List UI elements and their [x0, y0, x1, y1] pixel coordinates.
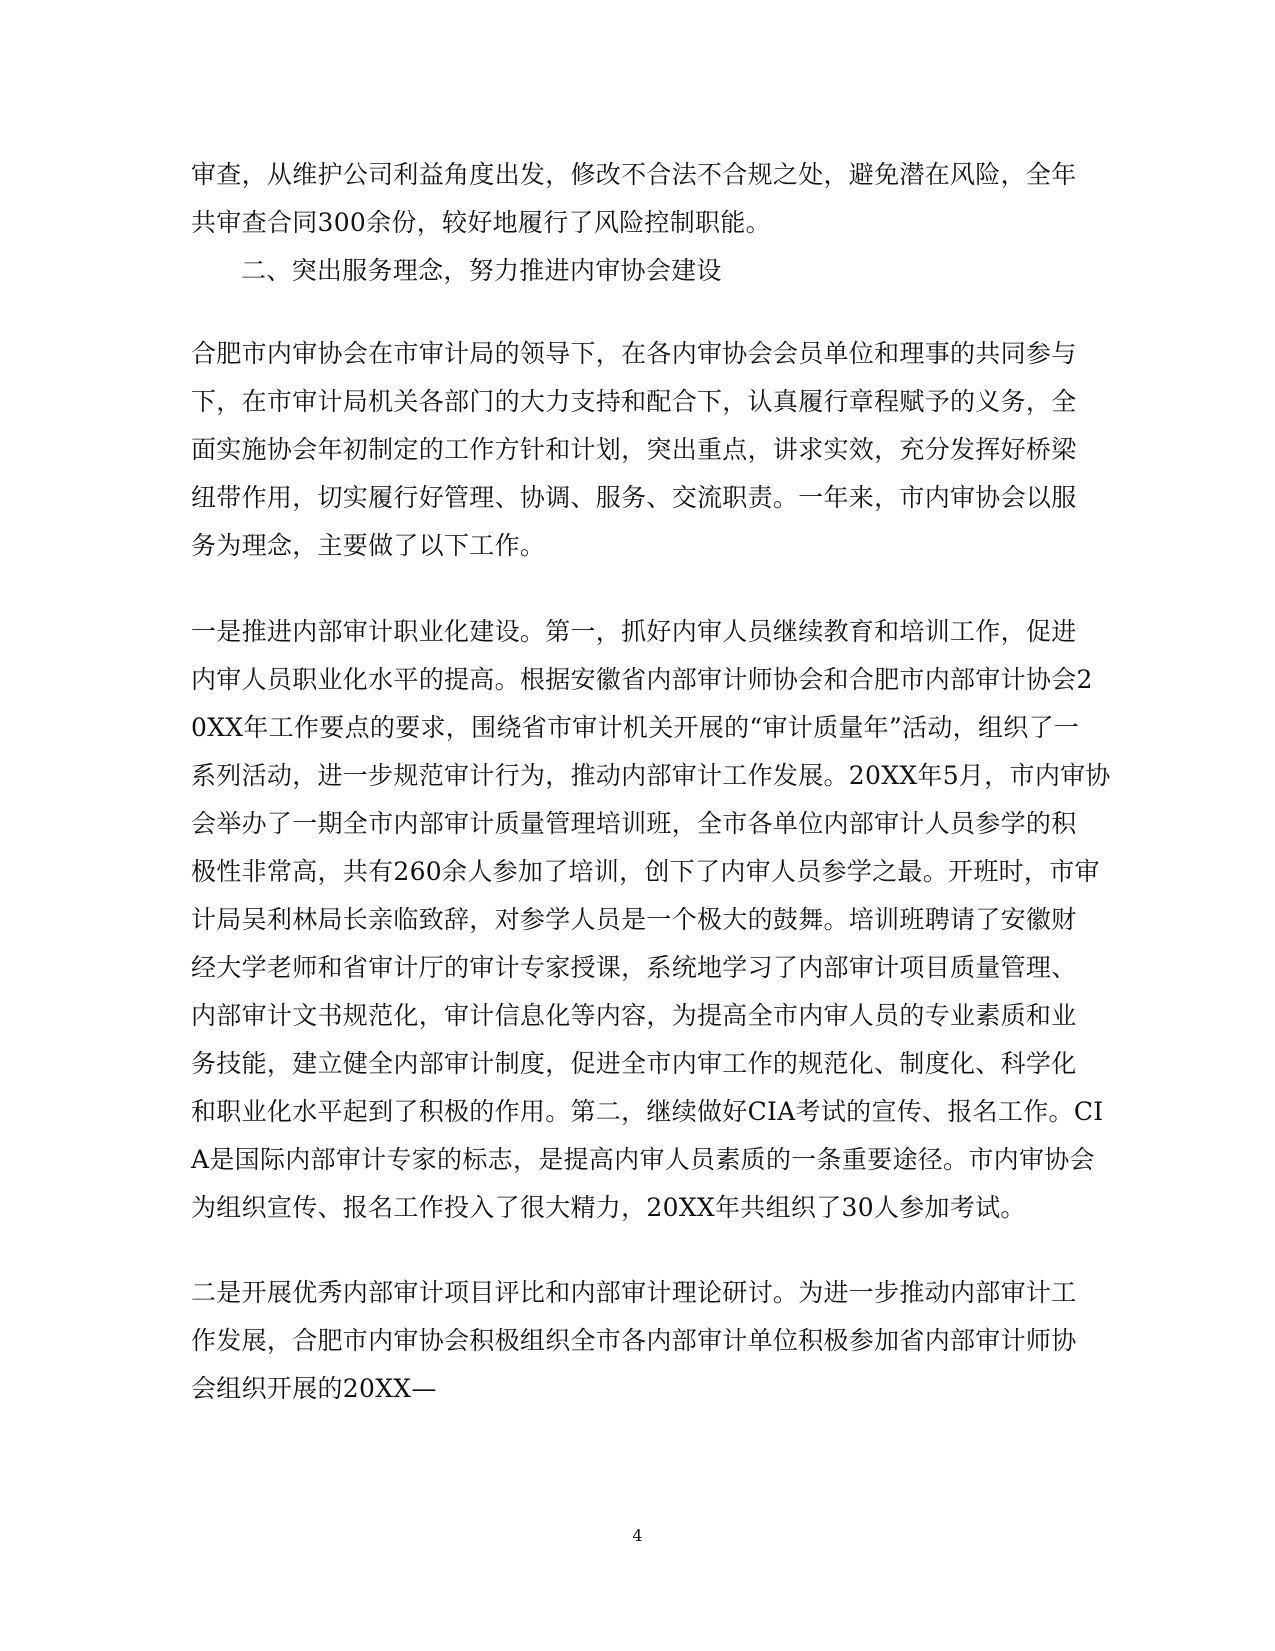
text-line: 为组织宣传、报名工作投入了很大精力，20XX年共组织了30人参加考试。 — [191, 1193, 1026, 1222]
text-line: 极性非常高，共有260余人参加了培训，创下了内审人员参学之最。开班时，市审 — [191, 857, 1100, 886]
text-line: 作发展，合肥市内审协会积极组织全市各内部审计单位积极参加省内部审计师协 — [191, 1326, 1077, 1355]
text-line: 合肥市内审协会在市审计局的领导下，在各内审协会会员单位和理事的共同参与 — [191, 339, 1077, 368]
text-line: 务技能，建立健全内部审计制度，促进全市内审工作的规范化、制度化、科学化 — [191, 1049, 1077, 1078]
text-line: 面实施协会年初制定的工作方针和计划，突出重点，讲求实效，充分发挥好桥梁 — [191, 435, 1077, 464]
text-line: 共审查合同300余份，较好地履行了风险控制职能。 — [191, 208, 771, 237]
text-line: 会组织开展的20XX— — [191, 1374, 437, 1403]
text-line: 内部审计文书规范化，审计信息化等内容，为提高全市内审人员的专业素质和业 — [191, 1001, 1077, 1030]
text-line: 纽带作用，切实履行好管理、协调、服务、交流职责。一年来，市内审协会以服 — [191, 483, 1077, 512]
text-line: 务为理念，主要做了以下工作。 — [191, 531, 546, 560]
page-number: 4 — [632, 1526, 643, 1545]
text-line: 一是推进内部审计职业化建设。第一，抓好内审人员继续教育和培训工作，促进 — [191, 617, 1077, 646]
text-line: 审查，从维护公司利益角度出发，修改不合法不合规之处，避免潜在风险，全年 — [191, 160, 1077, 189]
text-line: 经大学老师和省审计厅的审计专家授课，系统地学习了内部审计项目质量管理、 — [191, 953, 1077, 982]
text-line: A是国际内部审计专家的标志，是提高内审人员素质的一条重要途径。市内审协会 — [191, 1145, 1095, 1174]
text-line: 下，在市审计局机关各部门的大力支持和配合下，认真履行章程赋予的义务，全 — [191, 387, 1077, 416]
text-line: 二是开展优秀内部审计项目评比和内部审计理论研讨。为进一步推动内部审计工 — [191, 1278, 1077, 1307]
text-line: 内审人员职业化水平的提高。根据安徽省内部审计师协会和合肥市内部审计协会2 — [191, 665, 1093, 694]
section-heading: 二、突出服务理念，努力推进内审协会建设 — [241, 256, 722, 285]
text-line: 系列活动，进一步规范审计行为，推动内部审计工作发展。20XX年5月，市内审协 — [191, 761, 1111, 790]
text-line: 会举办了一期全市内部审计质量管理培训班，全市各单位内部审计人员参学的积 — [191, 809, 1077, 838]
text-line: 和职业化水平起到了积极的作用。第二，继续做好CIA考试的宣传、报名工作。CI — [191, 1097, 1104, 1126]
text-line: 0XX年工作要点的要求，围绕省市审计机关开展的“审计质量年”活动，组织了一 — [191, 713, 1080, 742]
text-line: 计局吴利林局长亲临致辞，对参学人员是一个极大的鼓舞。培训班聘请了安徽财 — [191, 905, 1077, 934]
